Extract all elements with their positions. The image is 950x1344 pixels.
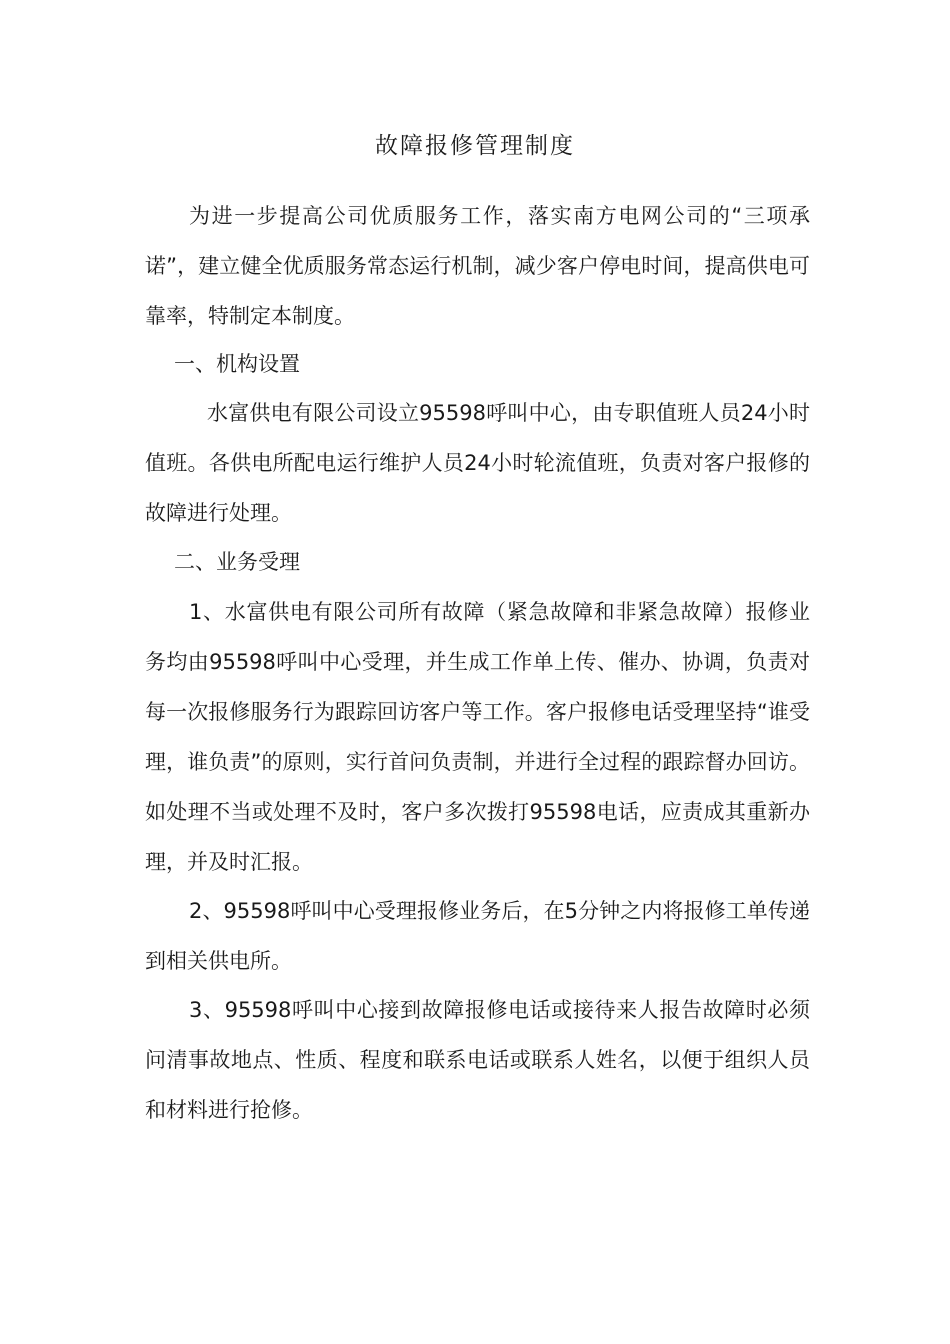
- intro-paragraph: 为进一步提高公司优质服务工作，落实南方电网公司的“三项承诺”，建立健全优质服务常态运行机制，减少客户停电时间，提高供电可靠率，特制定本制度。: [145, 204, 810, 328]
- section-heading-business: 二、业务受理: [174, 550, 300, 574]
- document-title: 故障报修管理制度: [375, 133, 575, 159]
- business-item-3: 3、95598呼叫中心接到故障报修电话或接待来人报告故障时必须问清事故地点、性质、程度和联系电话或联系人姓名，以便于组织人员和材料进行抢修。: [145, 998, 810, 1122]
- business-item-2: 2、95598呼叫中心受理报修业务后，在5分钟之内将报修工单传递到相关供电所。: [145, 899, 810, 973]
- business-item-1: 1、水富供电有限公司所有故障（紧急故障和非紧急故障）报修业务均由95598呼叫中心受理，并生成工作单上传、催办、协调，负责对每一次报修服务行为跟踪回访客户等工作。客户报修电话受理坚持“谁受理，谁负责”的原则，实行首问负责制，并进行全过程的跟踪督办回访。如处理不当或处理不及时，客户多次拨打95598电话，应责成其重新办理，并及时汇报。: [145, 600, 810, 874]
- section-organization-text: 水富供电有限公司设立95598呼叫中心，由专职值班人员24小时值班。各供电所配电运行维护人员24小时轮流值班，负责对客户报修的故障进行处理。: [145, 401, 810, 525]
- section-heading-organization: 一、机构设置: [174, 352, 300, 376]
